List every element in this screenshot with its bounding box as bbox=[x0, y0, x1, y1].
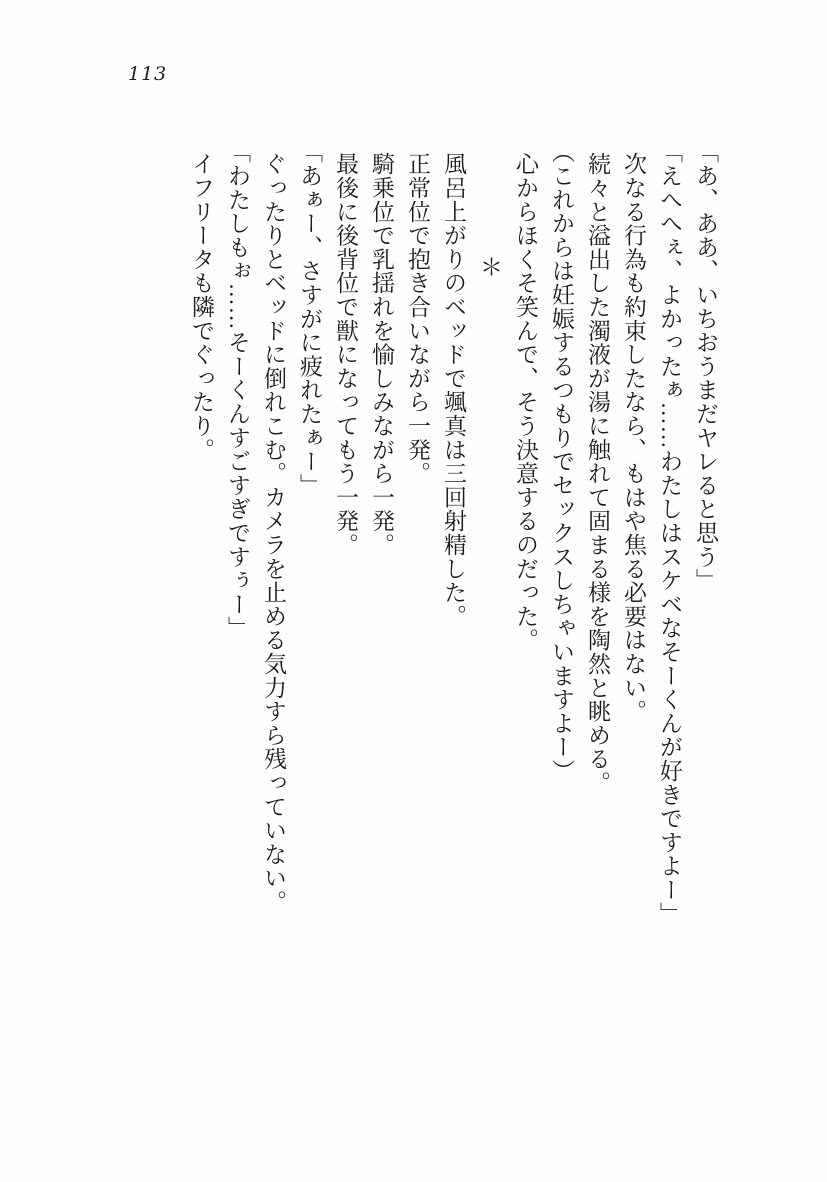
dialogue-line: 「わたしもぉ……そーくんすごすぎですぅー」 bbox=[225, 140, 250, 640]
page-number: 113 bbox=[128, 63, 168, 85]
dialogue-line: 「えへへぇ、よかったぁ……わたしはスケベなそーくんが好きですよー」 bbox=[657, 140, 682, 926]
dialogue-line: 「あ、ああ、いちおうまだヤレると思う」 bbox=[693, 140, 718, 593]
narration-line: 次なる行為も約束したなら、もはや焦る必要はない。 bbox=[621, 151, 646, 723]
narration-line: イフリータも隣でぐったり。 bbox=[189, 151, 214, 461]
narration-line: 正常位で抱き合いながら一発。 bbox=[405, 151, 430, 485]
thought-line: （これからは妊娠するつもりでセックスしちゃいますよー） bbox=[549, 140, 574, 783]
narration-line: 騎乗位で乳揺れを愉しみながら一発。 bbox=[369, 151, 394, 557]
dialogue-line: 「あぁー、さすがに疲れたぁー」 bbox=[297, 140, 322, 497]
narration-line: 風呂上がりのベッドで颯真は三回射精した。 bbox=[441, 151, 466, 628]
narration-line: 続々と溢出した濁液が湯に触れて固まる様を陶然と眺める。 bbox=[585, 151, 610, 795]
narration-line: ぐったりとベッドに倒れこむ。カメラを止める気力すら残っていない。 bbox=[261, 151, 286, 914]
vertical-text-block bbox=[105, 140, 723, 960]
section-divider: ＊ bbox=[477, 255, 502, 279]
narration-line: 心からほくそ笑んで、そう決意するのだった。 bbox=[513, 151, 538, 652]
narration-line: 最後に後背位で獣になってもう一発。 bbox=[333, 151, 358, 557]
